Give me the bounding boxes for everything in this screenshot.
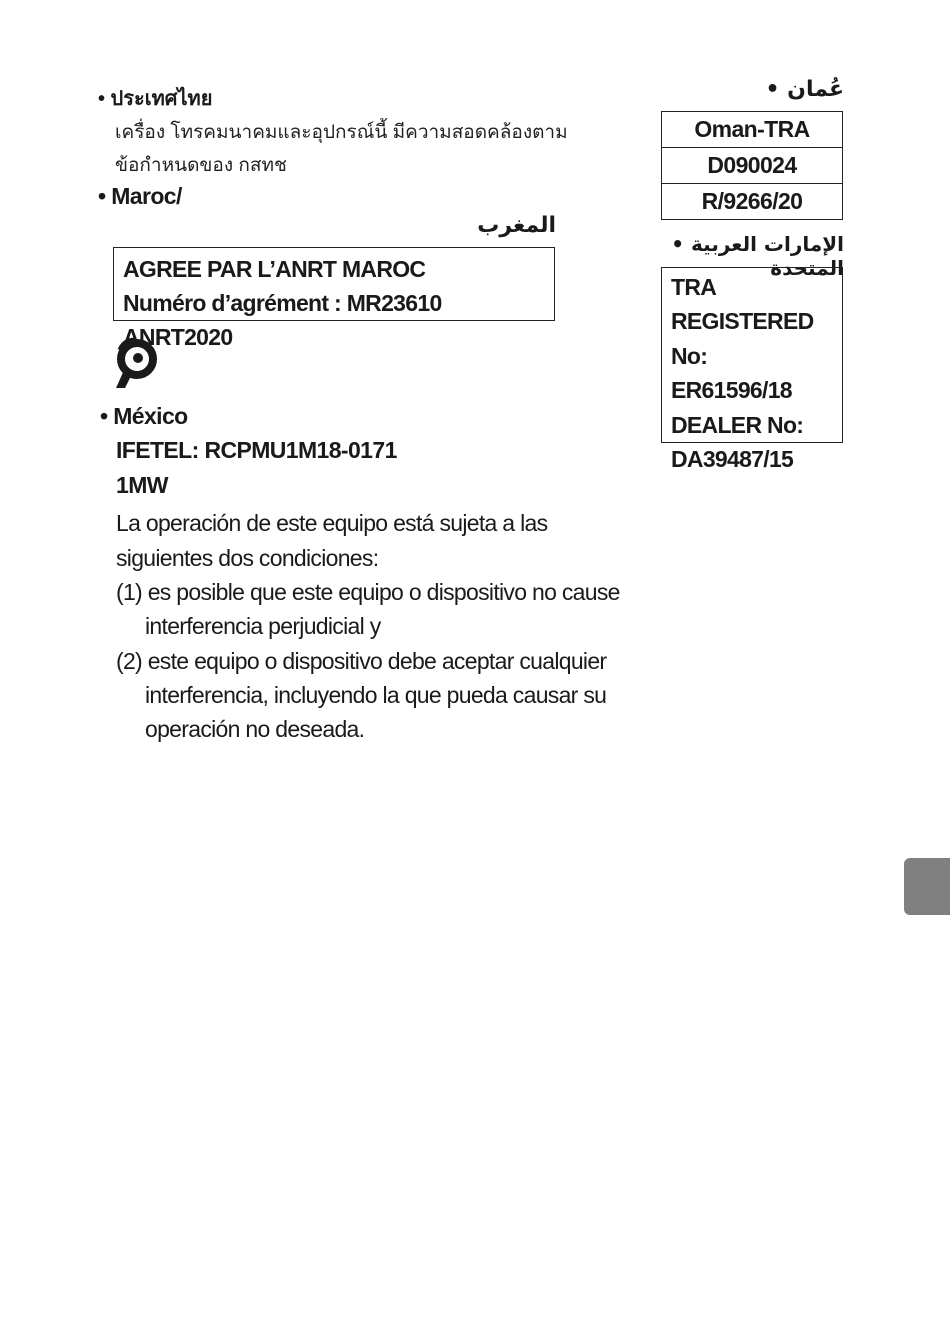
oman-approval-table	[661, 111, 843, 220]
thailand-text-line2: ข้อกำหนดของ กสทช	[115, 155, 287, 176]
mexico-condition2-line3: operación no deseada.	[145, 716, 365, 742]
oman-row-authority: Oman-TRA	[662, 112, 843, 148]
mexico-conditions-intro: La operación de este equipo está sujeta a las siguientes dos condiciones:	[116, 510, 548, 571]
mexico-condition2-line2: interferencia, incluyendo la que pueda causar su	[145, 682, 607, 708]
uae-approval-box	[661, 267, 843, 473]
thailand-text-line1: เครื่อง โทรคมนาคมและอุปกรณ์นี้ มีความสอดคล้องตาม	[115, 122, 568, 143]
mexico-heading: • México	[100, 403, 188, 429]
morocco-approval-line2: Numéro d’agrément : MR23610 ANRT2020	[123, 290, 442, 350]
oman-row-registration: R/9266/20	[662, 184, 843, 220]
uae-line-dealer-number: DA39487/15	[671, 446, 794, 473]
mexico-condition1-line2: interferencia perjudicial y	[145, 613, 381, 639]
uae-line-registered-label: REGISTERED No:	[671, 308, 814, 369]
morocco-arabic-name: المغرب	[477, 213, 556, 238]
uae-line-dealer-label: DEALER No:	[671, 411, 804, 438]
thailand-heading: • ประเทศไทย	[98, 88, 213, 110]
mexico-condition1-line1: (1) es posible que este equipo o dispositivo no cause	[116, 579, 620, 605]
morocco-approval-box	[113, 247, 555, 350]
oman-heading: • عُمان	[765, 77, 844, 102]
mexico-condition2-line1: (2) este equipo o dispositivo debe aceptar cualquier	[116, 648, 607, 674]
anrt-logo-icon	[112, 336, 158, 392]
uae-line-registered-number: ER61596/18	[671, 377, 792, 404]
uae-line-authority: TRA	[671, 274, 717, 300]
morocco-approval-line1: AGREE PAR L’ANRT MAROC	[123, 256, 426, 282]
uae-heading: • الإمارات العربية المتحدة	[671, 232, 844, 280]
mexico-power-rating: 1MW	[116, 472, 168, 498]
mexico-ifetel-number: IFETEL: RCPMU1M18-0171	[116, 437, 397, 463]
oman-row-dealer: D090024	[662, 148, 843, 184]
page-index-tab	[904, 858, 950, 915]
morocco-heading: • Maroc/	[98, 183, 182, 209]
